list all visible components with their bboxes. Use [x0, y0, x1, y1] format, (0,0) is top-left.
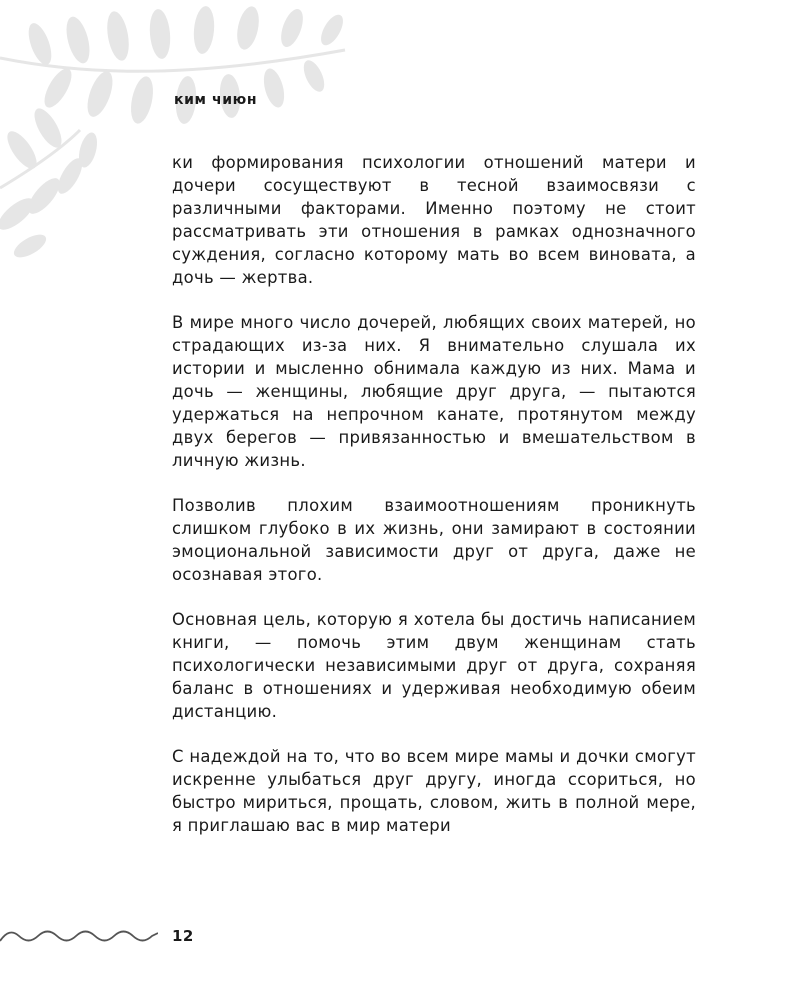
- wave-ornament-icon: [0, 925, 158, 947]
- body-paragraph: С надеждой на то, что во всем мире мамы и дочки смогут искренне улыбаться друг другу, иногда ссориться, но быстро мириться, прощать, словом, жить в полной мере, я приглашаю вас в мир матери: [172, 747, 696, 835]
- body-paragraph: В мире много число дочерей, любящих своих матерей, но страдающих из-за них. Я внимательно слушала их истории и мысленно обнимала каждую из них. Мама и дочь — женщины, любящие друг друга, — пытаются удержаться на непрочном канате, протянутом между двух берегов — привязанностью и вмешательством в личную жизнь.: [172, 313, 696, 470]
- page-number: 12: [172, 927, 194, 945]
- body-paragraph: Основная цель, которую я хотела бы достичь написанием книги, — помочь этим двум женщинам стать психологически независимыми друг от друга, сохраняя баланс в отношениях и удерживая необходимую обеим дистанцию.: [172, 610, 696, 721]
- running-head-author: ким чиюн: [174, 92, 258, 108]
- body-text: [172, 151, 696, 837]
- body-paragraph: ки формирования психологии отношений матери и дочери сосуществуют в тесной взаимосвязи с различными факторами. Именно поэтому не стоит рассматривать эти отношения в рамках однозначного суждения, согласно которому мать во всем виновата, а дочь — жертва.: [172, 153, 696, 287]
- body-paragraph: Позволив плохим взаимоотношениям проникнуть слишком глубоко в их жизнь, они замирают в состоянии эмоциональной зависимости друг от друга, даже не осознавая этого.: [172, 496, 696, 584]
